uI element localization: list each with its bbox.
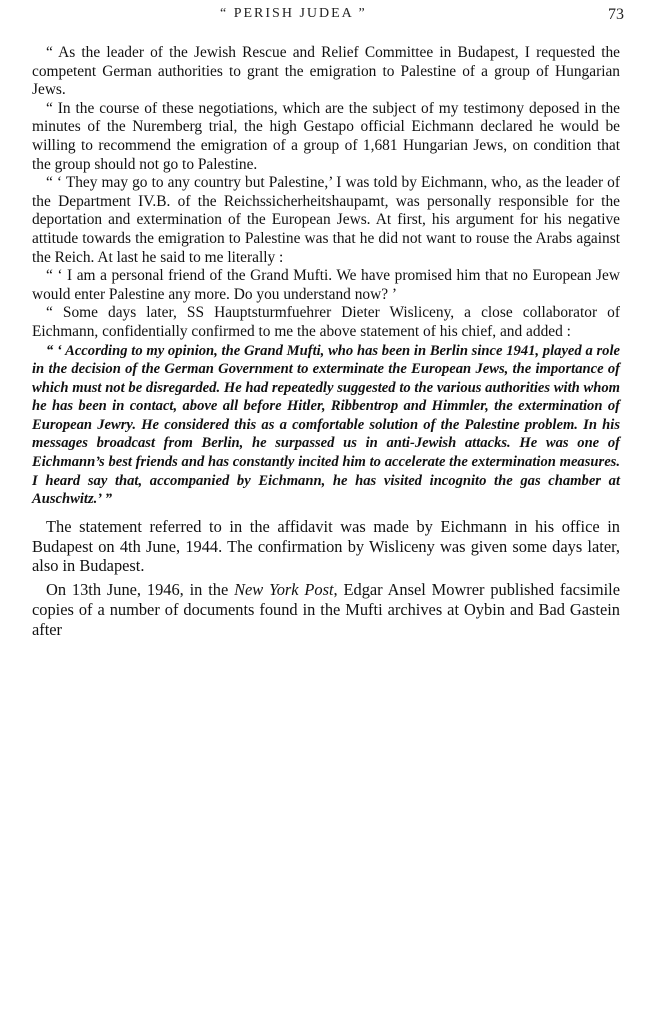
paragraph-new-york-post-rest: , Edgar Ansel Mowrer published facsimile copies of a number of documents found in the Mufti archives at Oybin and Bad Gastein after — [32, 580, 620, 639]
paragraph-italic-quote: “ ‘ According to my opinion, the Grand Mufti, who has been in Berlin since 1941, played a role in the decision of the German Government to exterminate the European Jews, the importance of which must not be disregarded. He had repeatedly suggested to the various authorities with whom he has been in contact, above all before Hitler, Ribbentrop and Himmler, the extermination of European Jewry. He considered this as a comfortable solution of the Palestine problem. In his messages broadcast from Berlin, he surpassed us in anti-Jewish attacks. He was one of Eichmann’s best friends and has constantly incited him to accelerate the extermination measures. I heard say that, accompanied by Eichmann, he has visited incognito the gas chamber at Auschwitz.’ ” — [32, 342, 620, 508]
paragraph-negotiations: “ In the course of these negotiations, which are the subject of my testimony deposed in the minutes of the Nuremberg trial, the high Gestapo official Eichmann declared he would be willing to recommend the emigration of a group of 1,681 Hungarian Jews, on condition that the group should not go to Palestine. — [32, 99, 620, 173]
testimony-block — [32, 44, 620, 509]
paragraph-new-york-post — [32, 580, 620, 639]
paragraph-rescue-committee: “ As the leader of the Jewish Rescue and Relief Committee in Budapest, I requested the competent German authorities to grant the emigration to Palestine of a group of Hungarian Jews. — [32, 44, 620, 99]
closing-block — [32, 517, 620, 640]
page-header — [0, 6, 646, 28]
paragraph-eichmann-statement: “ ‘ They may go to any country but Palestine,’ I was told by Eichmann, who, as the leader of the Department IV.B. of the Reichssicherheitshaupamt, was personally responsible for the deportation and extermination of the European Jews. At first, his argument for his negative attitude towards the emigration to Palestine was that he did not want to rouse the Arabs against the Reich. At last he said to me literally : — [32, 174, 620, 266]
paragraph-affidavit: The statement referred to in the affidavit was made by Eichmann in his office in Budapest on 4th June, 1944. The confirmation by Wisliceny was given some days later, also in Budapest. — [32, 516, 620, 576]
paragraph-new-york-post-lead: On 13th June, 1946, in the — [46, 580, 235, 600]
paragraph-mufti-friend-quote: “ ‘ I am a personal friend of the Grand Mufti. We have promised him that no European Jew would enter Palestine any more. Do you understand now? ’ — [32, 267, 620, 303]
body-text — [32, 44, 620, 644]
page-number: 73 — [608, 6, 624, 23]
running-head: “ PERISH JUDEA ” — [220, 6, 367, 21]
newspaper-title: New York Post — [234, 580, 334, 600]
paragraph-wisliceny: “ Some days later, SS Hauptsturmfuehrer Dieter Wisliceny, a close collaborator of Eichmann, confidentially confirmed to me the above statement of his chief, and added : — [32, 304, 620, 340]
